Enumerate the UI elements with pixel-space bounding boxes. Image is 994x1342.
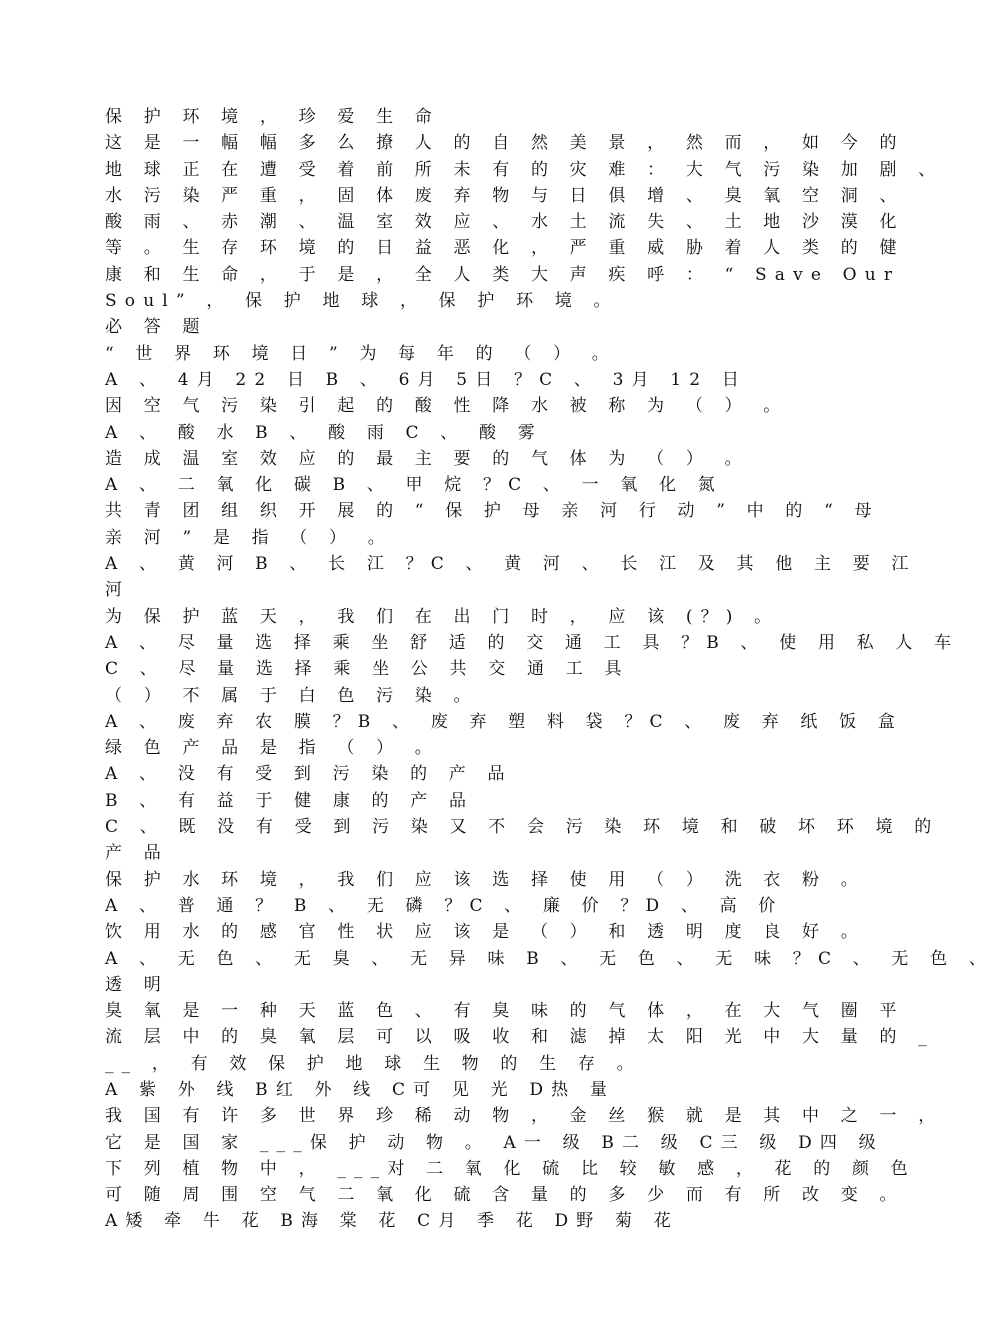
text-line: C 、 尽 量 选 择 乘 坐 公 共 交 通 工 具 <box>105 659 630 680</box>
text-line: C 、 既 没 有 受 到 污 染 又 不 会 污 染 环 境 和 破 坏 环 境 的 <box>105 817 940 838</box>
text-line: 保 护 环 境 ， 珍 爱 生 命 <box>105 107 440 127</box>
text-line: 水 污 染 严 重 ， 固 体 废 弃 物 与 日 俱 增 、 臭 氧 空 洞 、 <box>105 185 905 206</box>
text-line: 等 。 生 存 环 境 的 日 益 恶 化 ， 严 重 威 胁 着 人 类 的 健 <box>105 238 905 259</box>
text-line: A 、 二 氧 化 碳 B 、 甲 烷 ？C 、 一 氧 化 氮 <box>105 475 723 496</box>
text-line: A 、 酸 水 B 、 酸 雨 C 、 酸 雾 <box>105 422 543 443</box>
text-line: 饮 用 水 的 感 官 性 状 应 该 是 （ ） 和 透 明 度 良 好 。 <box>105 922 866 943</box>
text-line: A 紫 外 线 B红 外 线 C可 见 光 D热 量 <box>105 1079 616 1100</box>
text-line: A 、 4月 22 日 B 、 6月 5日 ？C 、 3月 12 日 <box>105 369 747 390</box>
text-line: 产 品 <box>105 843 169 864</box>
text-line: 保 护 水 环 境 ， 我 们 应 该 选 择 使 用 （ ） 洗 衣 粉 。 <box>105 869 866 890</box>
text-line: B 、 有 益 于 健 康 的 产 品 <box>105 790 475 811</box>
text-line: Soul” ， 保 护 地 球 ， 保 护 环 境 。 <box>105 291 619 312</box>
text-line: “ 世 界 环 境 日 ” 为 每 年 的 （ ） 。 <box>105 343 617 364</box>
text-line: 必 答 题 <box>105 317 208 338</box>
text-line: 酸 雨 、 赤 潮 、 温 室 效 应 、 水 土 流 失 、 土 地 沙 漠 化 <box>105 212 905 233</box>
text-line: A 、 黄 河 B 、 长 江 ？C 、 黄 河 、 长 江 及 其 他 主 要 江 <box>105 554 917 575</box>
text-line: 流 层 中 的 臭 氧 层 可 以 吸 收 和 滤 掉 太 阳 光 中 大 量 的 _ <box>105 1027 935 1048</box>
text-line: A 、 废 弃 农 膜 ？B 、 废 弃 塑 料 袋 ？C 、 废 弃 纸 饭 盒 <box>105 711 904 732</box>
text-line: 因 空 气 污 染 引 起 的 酸 性 降 水 被 称 为 （ ） 。 <box>105 396 789 417</box>
text-line: 绿 色 产 品 是 指 （ ） 。 <box>105 738 440 759</box>
text-line: 臭 氧 是 一 种 天 蓝 色 、 有 臭 味 的 气 体 ， 在 大 气 圈 平 <box>105 1001 905 1022</box>
text-line: 透 明 <box>105 974 169 995</box>
text-line: 下 列 植 物 中 ， ___对 二 氧 化 硫 比 较 敏 感 ， 花 的 颜 色 <box>105 1158 916 1179</box>
text-line: （ ） 不 属 于 白 色 污 染 。 <box>105 685 479 706</box>
text-line: A矮 牵 牛 花 B海 棠 花 C月 季 花 D野 菊 花 <box>105 1211 679 1232</box>
text-line: A 、 没 有 受 到 污 染 的 产 品 <box>105 764 513 785</box>
text-line: A 、 尽 量 选 择 乘 坐 舒 适 的 交 通 工 具 ？B 、 使 用 私 人 车 <box>105 632 960 653</box>
text-line: A 、 无 色 、 无 臭 、 无 异 味 B 、 无 色 、 无 味 ？C 、 无 色 、 <box>105 948 994 969</box>
text-line: 为 保 护 蓝 天 ， 我 们 在 出 门 时 ， 应 该 (？) 。 <box>105 606 780 627</box>
text-line: __ ， 有 效 保 护 地 球 生 物 的 生 存 。 <box>105 1053 642 1074</box>
text-line: 亲 河 ” 是 指 （ ） 。 <box>105 527 393 548</box>
text-line: 可 随 周 围 空 气 二 氧 化 硫 含 量 的 多 少 而 有 所 改 变 。 <box>105 1185 905 1206</box>
text-line: 共 青 团 组 织 开 展 的 “ 保 护 母 亲 河 行 动 ” 中 的 “ 母 <box>105 501 880 522</box>
text-line: 地 球 正 在 遭 受 着 前 所 未 有 的 灾 难 ： 大 气 污 染 加 剧 、 <box>105 159 944 180</box>
text-line: 我 国 有 许 多 世 界 珍 稀 动 物 ， 金 丝 猴 就 是 其 中 之 一 ， <box>105 1106 944 1127</box>
text-line: 康 和 生 命 ， 于 是 ， 全 人 类 大 声 疾 呼 ： “ Save Our <box>105 264 901 285</box>
text-line: A 、 普 通 ？ B 、 无 磷 ？C 、 廉 价 ？D 、 高 价 <box>105 895 784 916</box>
text-line: 它 是 国 家 ___保 护 动 物 。 A一 级 B二 级 C三 级 D四 级 <box>105 1132 884 1153</box>
text-line: 这 是 一 幅 幅 多 么 撩 人 的 自 然 美 景 ， 然 而 ， 如 今 的 <box>105 133 905 154</box>
text-line: 造 成 温 室 效 应 的 最 主 要 的 气 体 为 （ ） 。 <box>105 448 750 469</box>
document-text <box>105 104 994 1235</box>
text-line: 河 <box>105 580 131 601</box>
